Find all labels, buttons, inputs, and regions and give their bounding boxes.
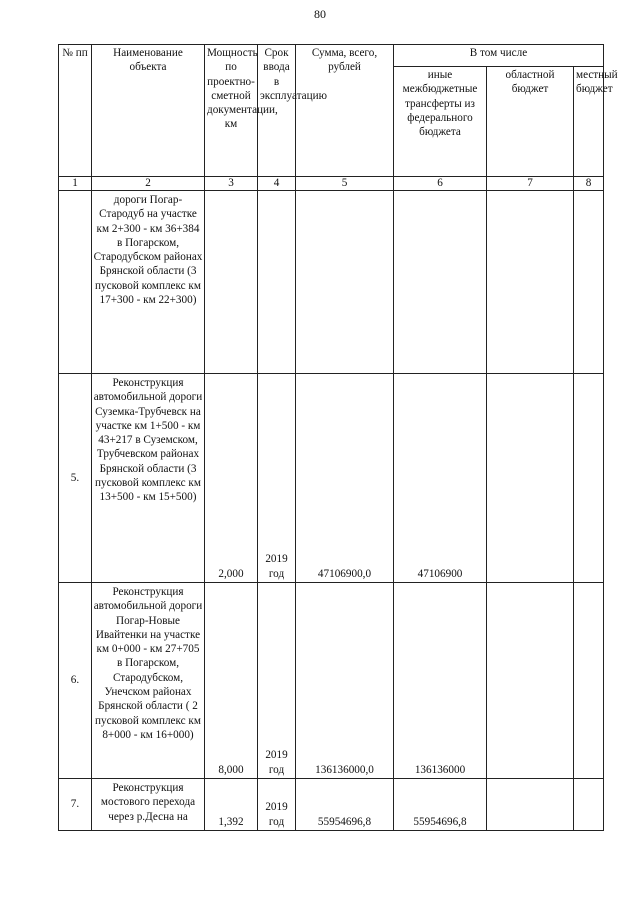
budget-table (58, 44, 618, 831)
row-number (59, 191, 92, 374)
header-sum: Сумма, всего, рублей (296, 45, 394, 177)
column-number: 3 (205, 177, 258, 191)
regional-cell (487, 191, 574, 374)
federal-cell: 55954696,8 (394, 779, 487, 831)
regional-cell (487, 374, 574, 583)
header-name: Наименование объекта (92, 45, 205, 177)
capacity-cell (205, 191, 258, 374)
column-number: 5 (296, 177, 394, 191)
local-cell (574, 191, 604, 374)
local-cell (574, 779, 604, 831)
row-number: 6. (59, 583, 92, 779)
table-row (59, 583, 604, 779)
column-number: 6 (394, 177, 487, 191)
object-name: Реконструкция автомобильной дороги Погар-Новые Ивайтенки на участке км 0+000 - км 27+705 в Погарском, Стародубском, Унечском районах Брянской области ( 2 пусковой комплекс км 8+000 - км 16+000) (92, 583, 205, 779)
column-number: 1 (59, 177, 92, 191)
column-number: 7 (487, 177, 574, 191)
sum-cell: 55954696,8 (296, 779, 394, 831)
table-row (59, 374, 604, 583)
row-number: 7. (59, 779, 92, 831)
page-number: 80 (314, 7, 326, 21)
capacity-cell: 1,392 (205, 779, 258, 831)
term-cell: 2019 год (258, 779, 296, 831)
sum-cell: 47106900,0 (296, 374, 394, 583)
regional-cell (487, 583, 574, 779)
federal-cell: 47106900 (394, 374, 487, 583)
object-name: дороги Погар-Стародуб на участке км 2+300 - км 36+384 в Погарском, Стародубском районах Брянской области (3 пусковой комплекс км 17+300 - км 22+300) (92, 191, 205, 374)
column-number: 2 (92, 177, 205, 191)
column-number: 8 (574, 177, 604, 191)
row-number: 5. (59, 374, 92, 583)
header-capacity: Мощность по проектно-сметной документации, км (205, 45, 258, 177)
sum-cell (296, 191, 394, 374)
term-cell: 2019 год (258, 583, 296, 779)
local-cell (574, 374, 604, 583)
object-name: Реконструкция мостового перехода через р.Десна на (92, 779, 205, 831)
capacity-cell: 8,000 (205, 583, 258, 779)
header-federal: иные межбюджетные трансферты из федерального бюджета (394, 67, 487, 177)
table-row (59, 191, 604, 374)
regional-cell (487, 779, 574, 831)
table-row (59, 779, 604, 831)
local-cell (574, 583, 604, 779)
federal-cell: 136136000 (394, 583, 487, 779)
sum-cell: 136136000,0 (296, 583, 394, 779)
term-cell (258, 191, 296, 374)
term-cell: 2019 год (258, 374, 296, 583)
federal-cell (394, 191, 487, 374)
column-number: 4 (258, 177, 296, 191)
object-name: Реконструкция автомобильной дороги Суземка-Трубчевск на участке км 1+500 - км 43+217 в Суземском, Трубчевском районах Брянской области (3 пусковой комплекс км 13+500 - км 15+500) (92, 374, 205, 583)
header-regional: областной бюджет (487, 67, 574, 177)
header-term: Срок ввода в эксплуатацию (258, 45, 296, 177)
header-num: № пп (59, 45, 92, 177)
header-local: местный бюджет (574, 67, 604, 177)
capacity-cell: 2,000 (205, 374, 258, 583)
column-number-row (59, 177, 604, 191)
header-group: В том числе (394, 45, 604, 67)
